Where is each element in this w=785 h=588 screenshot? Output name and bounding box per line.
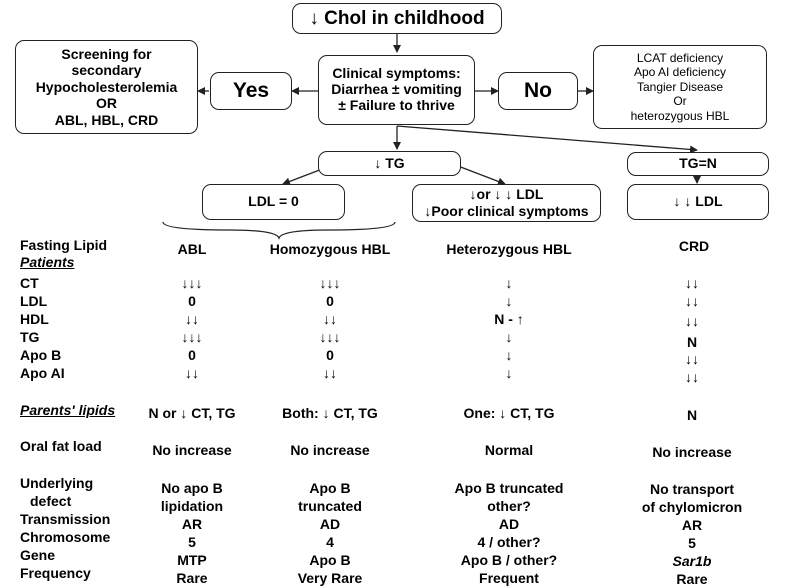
homo-parents: Both: ↓ CT, TG [282, 405, 378, 421]
patients-label: Patients [20, 254, 75, 270]
hetero-gene: Apo B / other? [460, 552, 558, 568]
yes-label: Yes [232, 79, 270, 103]
abl-tg: ↓↓↓ [181, 329, 203, 345]
tg-n-box [627, 152, 769, 176]
homo-ldl: 0 [326, 293, 334, 309]
hetero-defect-2: other? [487, 498, 531, 514]
crd-tg: N [686, 334, 698, 350]
crd-transmission: AR [681, 517, 703, 533]
col-header-crd: CRD [678, 238, 710, 254]
homo-apob: 0 [326, 347, 334, 363]
no-result-line-1: LCAT deficiency [636, 51, 724, 66]
abl-fat-load: No increase [152, 442, 232, 458]
no-label: No [524, 79, 552, 103]
parents-lipids-label: Parents' lipids [20, 402, 116, 418]
gene-label: Gene [20, 547, 56, 563]
screening-line-4: OR [96, 95, 117, 112]
no-result-line-5: heterozygous HBL [630, 108, 730, 123]
hetero-ldl: ↓ [505, 293, 513, 309]
crd-chromosome: 5 [688, 535, 696, 551]
ldl-low-line-1: ↓or ↓ ↓ LDL [469, 186, 544, 203]
homo-defect-2: truncated [298, 498, 362, 514]
chromosome-label: Chromosome [20, 529, 111, 545]
crd-frequency: Rare [676, 571, 708, 587]
homo-tg: ↓↓↓ [319, 329, 341, 345]
hetero-apoai: ↓ [505, 365, 513, 381]
hetero-tg: ↓ [505, 329, 513, 345]
abl-frequency: Rare [176, 570, 208, 586]
crd-apoai: ↓↓ [685, 369, 699, 385]
ldl-zero-box [202, 184, 345, 220]
no-result-box [593, 45, 767, 129]
no-result-line-3: Tangier Disease [636, 79, 724, 94]
homo-fat-load: No increase [290, 442, 370, 458]
abl-defect-2: lipidation [160, 498, 224, 514]
no-result-line-4: Or [673, 94, 687, 109]
hetero-apob: ↓ [505, 347, 513, 363]
homo-transmission: AD [319, 516, 341, 532]
ldl-low-line-2: ↓Poor clinical symptoms [424, 203, 589, 219]
screening-line-5: ABL, HBL, CRD [54, 111, 159, 128]
abl-chromosome: 5 [188, 534, 196, 550]
clinical-symptoms-box [318, 55, 475, 125]
defect-label: defect [30, 493, 72, 509]
ldl-vlow-box [627, 184, 769, 220]
fasting-lipid-label: Fasting Lipid [20, 237, 108, 253]
crd-defect-1: No transport [650, 481, 734, 497]
homo-chromosome: 4 [326, 534, 334, 550]
crd-gene: Sar1b [672, 553, 712, 569]
crd-apob: ↓↓ [685, 351, 699, 367]
chol-childhood-text: ↓ Chol in childhood [309, 7, 485, 29]
col-header-hetero-hbl: Heterozygous HBL [446, 241, 572, 257]
clinical-line-1: Clinical symptoms: [332, 65, 461, 82]
tg-low-box [318, 151, 461, 176]
no-box [498, 72, 578, 110]
hetero-frequency: Frequent [479, 570, 539, 586]
ldl-vlow-text: ↓ ↓ LDL [673, 193, 723, 210]
abl-defect-1: No apo B [161, 480, 223, 496]
abl-gene: MTP [177, 552, 207, 568]
homo-apoai: ↓↓ [323, 365, 337, 381]
screening-line-2: secondary [71, 62, 142, 79]
oral-fat-load-label: Oral fat load [20, 438, 102, 454]
ldl-zero-text: LDL = 0 [248, 193, 299, 210]
clinical-line-2: Diarrhea ± vomiting [331, 81, 462, 98]
arrow-clinical-to-tg-n [397, 126, 697, 150]
crd-defect-2: of chylomicron [641, 499, 743, 515]
yes-box [210, 72, 292, 110]
abl-hdl: ↓↓ [185, 311, 199, 327]
homo-ct: ↓↓↓ [319, 275, 341, 291]
abl-apob: 0 [188, 347, 196, 363]
crd-fat-load: No increase [652, 444, 732, 460]
hetero-chromosome: 4 / other? [477, 534, 541, 550]
row-label-tg: TG [20, 329, 40, 345]
chol-childhood-box [292, 3, 502, 34]
clinical-line-3: ± Failure to thrive [338, 96, 455, 113]
homo-frequency: Very Rare [297, 570, 363, 586]
crd-parents: N [686, 407, 698, 423]
abl-transmission: AR [181, 516, 203, 532]
crd-ldl: ↓↓ [685, 293, 699, 309]
row-label-apoai: Apo AI [20, 365, 65, 381]
col-header-homo-hbl: Homozygous HBL [269, 241, 391, 257]
abl-apoai: ↓↓ [185, 365, 199, 381]
hetero-hdl: N - ↑ [494, 311, 524, 327]
screening-line-3: Hypocholesterolemia [35, 78, 178, 95]
ldl-low-box [412, 184, 601, 222]
arrow-tg-to-ldl-low [458, 166, 505, 184]
homo-defect-1: Apo B [309, 480, 351, 496]
hetero-ct: ↓ [505, 275, 513, 291]
row-label-hdl: HDL [20, 311, 49, 327]
abl-ldl: 0 [188, 293, 196, 309]
crd-ct: ↓↓ [685, 275, 699, 291]
abl-ct: ↓↓↓ [181, 275, 203, 291]
row-label-apob: Apo B [20, 347, 62, 363]
hetero-parents: One: ↓ CT, TG [463, 405, 555, 421]
tg-low-text: ↓ TG [374, 154, 405, 171]
hetero-defect-1: Apo B truncated [454, 480, 564, 496]
transmission-label: Transmission [20, 511, 111, 527]
crd-hdl: ↓↓ [685, 313, 699, 329]
abl-parents: N or ↓ CT, TG [148, 405, 236, 421]
screening-line-1: Screening for [61, 45, 152, 62]
screening-box [15, 40, 198, 134]
ldl-zero-brace [163, 222, 395, 238]
underlying-label: Underlying [20, 475, 94, 491]
hetero-fat-load: Normal [484, 442, 534, 458]
col-header-abl: ABL [177, 241, 207, 257]
row-label-ct: CT [20, 275, 39, 291]
no-result-line-2: Apo AI deficiency [633, 65, 727, 80]
row-label-ldl: LDL [20, 293, 48, 309]
homo-gene: Apo B [309, 552, 351, 568]
frequency-label: Frequency [20, 565, 91, 581]
tg-n-text: TG=N [679, 155, 717, 172]
homo-hdl: ↓↓ [323, 311, 337, 327]
hetero-transmission: AD [498, 516, 520, 532]
